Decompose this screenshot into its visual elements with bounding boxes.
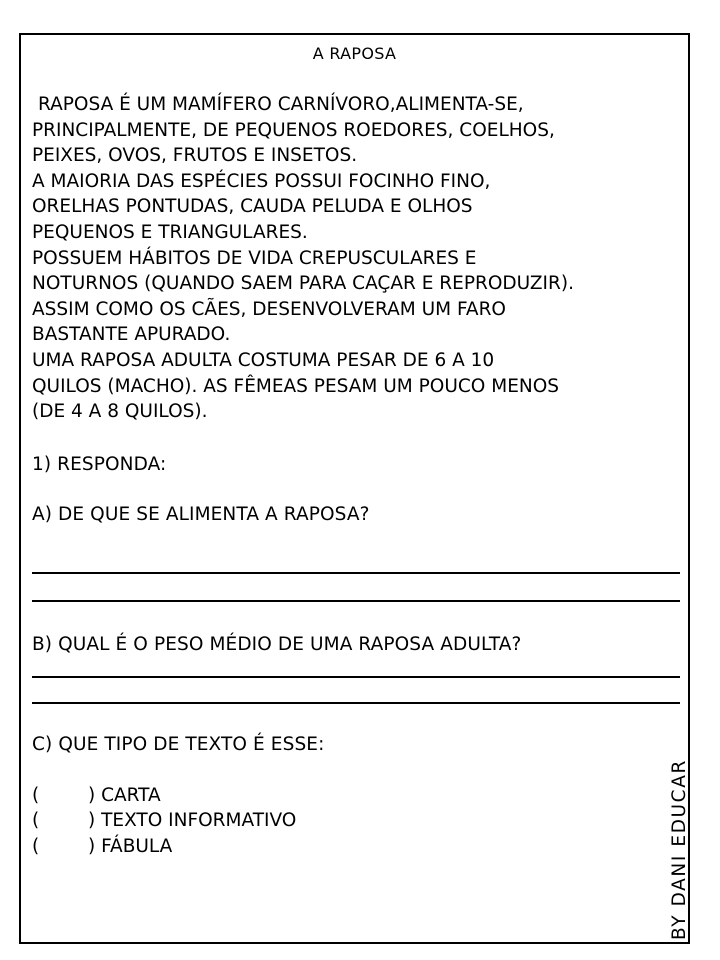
question-c: C) QUE TIPO DE TEXTO É ESSE: — [32, 734, 325, 755]
passage-line: POSSUEM HÁBITOS DE VIDA CREPUSCULARES E — [32, 247, 477, 269]
passage-line: RAPOSA É UM MAMÍFERO CARNÍVORO,ALIMENTA-SE, — [38, 94, 524, 115]
page-title: A RAPOSA — [312, 44, 397, 63]
passage-line: UMA RAPOSA ADULTA COSTUMA PESAR DE 6 A 10 — [32, 349, 495, 371]
checkbox-paren[interactable]: ( — [32, 810, 40, 831]
answer-line-a2[interactable] — [32, 600, 680, 602]
option-texto-informativo[interactable] — [32, 808, 296, 834]
option-fabula[interactable] — [32, 834, 172, 860]
passage-line: ASSIM COMO OS CÃES, DESENVOLVERAM UM FARO — [32, 298, 506, 320]
passage-line: A MAIORIA DAS ESPÉCIES POSSUI FOCINHO FINO, — [32, 170, 491, 192]
passage-line: PEQUENOS E TRIANGULARES. — [32, 221, 308, 243]
reading-passage — [32, 92, 574, 425]
passage-line: PRINCIPALMENTE, DE PEQUENOS ROEDORES, COELHOS, — [32, 119, 555, 141]
instruction-respond: 1) RESPONDA: — [32, 454, 167, 475]
option-label: ) TEXTO INFORMATIVO — [88, 810, 297, 831]
passage-line: (DE 4 A 8 QUILOS). — [32, 401, 208, 423]
passage-line: NOTURNOS (QUANDO SAEM PARA CAÇAR E REPRODUZIR). — [32, 273, 574, 295]
passage-line: BASTANTE APURADO. — [32, 324, 231, 346]
worksheet-frame — [19, 33, 690, 944]
checkbox-paren[interactable]: ( — [32, 836, 40, 857]
passage-line: PEIXES, OVOS, FRUTOS E INSETOS. — [32, 145, 358, 167]
question-b: B) QUAL É O PESO MÉDIO DE UMA RAPOSA ADULTA? — [32, 634, 522, 655]
option-label: ) CARTA — [88, 785, 161, 806]
answer-line-a1[interactable] — [32, 572, 680, 574]
passage-line: QUILOS (MACHO). AS FÊMEAS PESAM UM POUCO MENOS — [32, 375, 560, 397]
option-carta[interactable] — [32, 783, 161, 809]
checkbox-paren[interactable]: ( — [32, 785, 40, 806]
question-a: A) DE QUE SE ALIMENTA A RAPOSA? — [32, 504, 370, 525]
author-credit: BY DANI EDUCAR — [669, 759, 690, 940]
passage-line: ORELHAS PONTUDAS, CAUDA PELUDA E OLHOS — [32, 196, 473, 218]
answer-line-b1[interactable] — [32, 676, 680, 678]
answer-line-b2[interactable] — [32, 702, 680, 704]
option-label: ) FÁBULA — [88, 836, 173, 857]
